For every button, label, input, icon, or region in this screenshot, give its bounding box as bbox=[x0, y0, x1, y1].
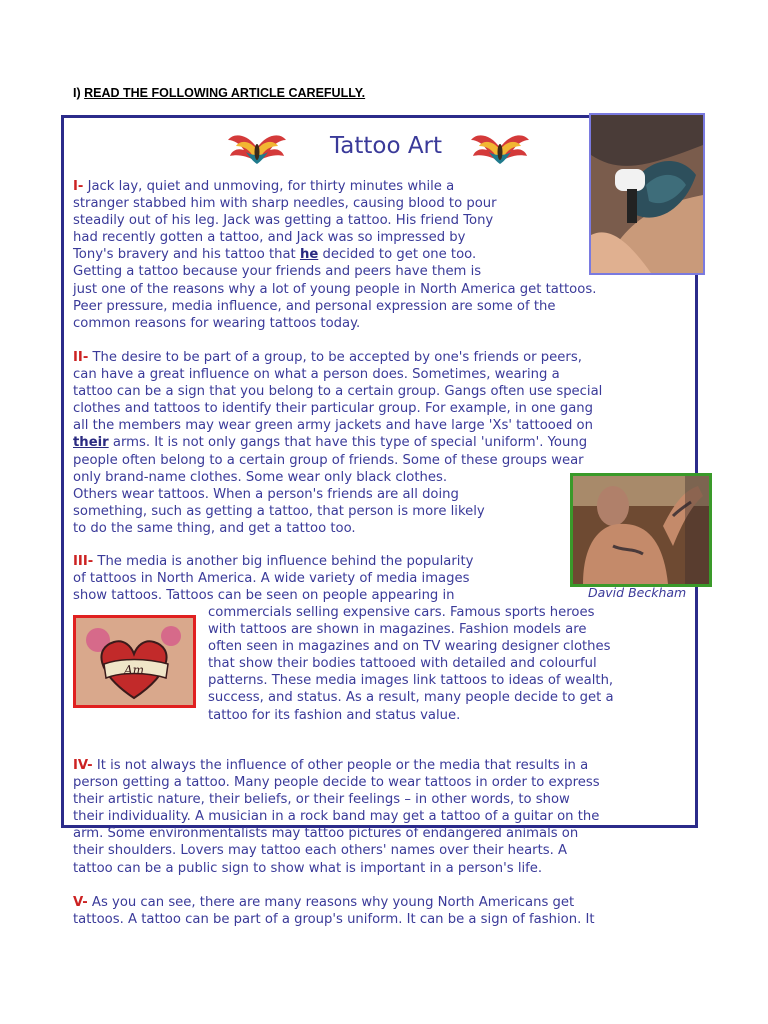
paragraph-3 bbox=[73, 553, 473, 604]
text-line: with tattoos are shown in magazines. Fashion models are bbox=[208, 622, 587, 638]
text-line: patterns. These media images link tattoos to ideas of wealth, bbox=[208, 673, 614, 689]
instruction-text: READ THE FOLLOWING ARTICLE CAREFULLY. bbox=[84, 86, 366, 100]
paragraph-marker: IV- bbox=[73, 758, 93, 773]
paragraph-5 bbox=[73, 894, 595, 928]
text-line: can have a great influence on what a person does. Sometimes, wearing a bbox=[73, 367, 560, 383]
text-line: that show their bodies tattooed with detailed and colourful bbox=[208, 656, 597, 672]
text-line: something, such as getting a tattoo, that person is more likely bbox=[73, 503, 485, 519]
text-line: show tattoos. Tattoos can be seen on people appearing in bbox=[73, 588, 455, 604]
text-line: Tony's bravery and his tattoo that bbox=[73, 247, 300, 263]
text-line: Others wear tattoos. When a person's friends are all doing bbox=[73, 486, 459, 502]
photo-caption: David Beckham bbox=[588, 585, 687, 600]
emphasized-word: he bbox=[299, 247, 319, 263]
text-line: Peer pressure, media influence, and personal expression are some of the bbox=[73, 298, 556, 314]
text-line: tattoos. A tattoo can be part of a group's uniform. It can be a sign of fashion. It bbox=[73, 912, 595, 928]
text-line: common reasons for wearing tattoos today. bbox=[73, 315, 361, 331]
text-line: person getting a tattoo. Many people decide to wear tattoos in order to express bbox=[73, 775, 600, 791]
text-line: to do the same thing, and get a tattoo too. bbox=[73, 520, 356, 536]
text-line: success, and status. As a result, many people decide to get a bbox=[208, 690, 614, 706]
text-line: commercials selling expensive cars. Famous sports heroes bbox=[208, 605, 595, 620]
text-line: of tattoos in North America. A wide variety of media images bbox=[73, 571, 470, 587]
text-line: clothes and tattoos to identify their particular group. For example, in one gang bbox=[73, 401, 594, 417]
paragraph-3-continued bbox=[208, 604, 614, 724]
text-line: their shoulders. Lovers may tattoo each others' names over their hearts. A bbox=[73, 843, 568, 859]
text-line: often seen in magazines and on TV wearing designer clothes bbox=[208, 639, 611, 655]
text-line: tattoo for its fashion and status value. bbox=[208, 707, 461, 723]
paragraph-marker: III- bbox=[73, 554, 94, 569]
text-line: tattoo can be a sign that you belong to a certain group. Gangs often use special bbox=[73, 384, 603, 400]
paragraph-marker: I- bbox=[73, 179, 84, 194]
text-line: people often belong to a certain group of friends. Some of these groups wear bbox=[73, 452, 584, 468]
instruction-prefix: I) bbox=[73, 86, 85, 100]
text-line: It is not always the influence of other people or the media that results in a bbox=[92, 758, 589, 773]
tattooing-photo bbox=[589, 113, 705, 275]
text-line: stranger stabbed him with sharp needles, causing blood to pour bbox=[73, 196, 497, 212]
text-line: arms. It is not only gangs that have this type of special 'uniform'. Young bbox=[108, 435, 588, 451]
text-line: their artistic nature, their beliefs, or their feelings – in other words, to show bbox=[73, 792, 570, 808]
text-line: just one of the reasons why a lot of young people in North America get tattoos. bbox=[73, 281, 597, 297]
heart-tattoo-text: Am bbox=[124, 663, 145, 677]
text-line: As you can see, there are many reasons why young North Americans get bbox=[87, 895, 575, 910]
text-line: all the members may wear green army jackets and have large 'Xs' tattooed on bbox=[73, 418, 593, 434]
tribal-butterfly-icon bbox=[226, 128, 288, 166]
text-line: Jack lay, quiet and unmoving, for thirty minutes while a bbox=[83, 179, 455, 194]
text-line: decided to get one too. bbox=[318, 247, 477, 263]
emphasized-word: their bbox=[73, 435, 109, 451]
paragraph-marker: II- bbox=[73, 350, 89, 365]
heart-tattoo-photo bbox=[73, 615, 196, 708]
text-line: The desire to be part of a group, to be accepted by one's friends or peers, bbox=[88, 350, 582, 365]
text-line: Getting a tattoo because your friends and peers have them is bbox=[73, 264, 482, 280]
instruction-line bbox=[73, 86, 365, 100]
text-line: only brand-name clothes. Some wear only black clothes. bbox=[73, 469, 448, 485]
text-line: steadily out of his leg. Jack was getting a tattoo. His friend Tony bbox=[73, 213, 494, 229]
tribal-butterfly-icon bbox=[469, 128, 531, 166]
text-line: The media is another big influence behind the popularity bbox=[93, 554, 474, 569]
text-line: tattoo can be a public sign to show what is important in a person's life. bbox=[73, 860, 543, 876]
text-line: had recently gotten a tattoo, and Jack was so impressed by bbox=[73, 230, 466, 246]
paragraph-1 bbox=[73, 178, 596, 332]
paragraph-marker: V- bbox=[73, 895, 88, 910]
text-line: arm. Some environmentalists may tattoo pictures of endangered animals on bbox=[73, 826, 579, 842]
paragraph-2 bbox=[73, 349, 602, 537]
paragraph-4 bbox=[73, 757, 600, 877]
text-line: their individuality. A musician in a rock band may get a tattoo of a guitar on the bbox=[73, 809, 600, 825]
article-title: Tattoo Art bbox=[330, 133, 443, 159]
